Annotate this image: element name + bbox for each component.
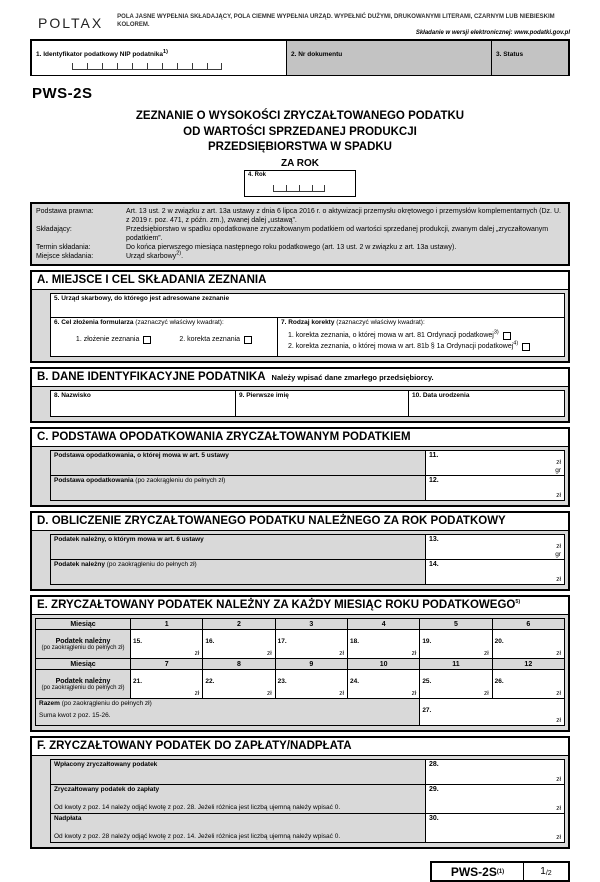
top-notes bbox=[117, 13, 570, 36]
monthly-tax-row-1: Podatek należny (po zaokrągleniu do pełnych zł) 15. zł 16. zł 17. zł 18. zł 19. zł 20. zł bbox=[36, 630, 565, 659]
form-title-line1: ZEZNANIE O WYSOKOŚCI ZRYCZAŁTOWANEGO PODATKU bbox=[135, 110, 465, 123]
legal-row-skladajacy: Składający: Przedsiębiorstwo w spadku opodatkowane zryczałtowanym podatkiem od wartości sprzedanej produkcji, zwanym dalej „zryczałtowanym podatkiem”. bbox=[36, 225, 549, 243]
section-d bbox=[30, 511, 570, 591]
zl-unit: zł bbox=[556, 833, 561, 841]
header-fields bbox=[30, 39, 570, 76]
field-22-amount-cell[interactable]: 22. zł bbox=[203, 670, 275, 699]
section-e-title: E. ZRYCZAŁTOWANY PODATEK NALEŻNY ZA KAŻDY MIESIĄC ROKU PODATKOWEGO$^{5)}$ bbox=[32, 597, 568, 615]
footer-form-code: PWS-2S (1) bbox=[432, 863, 524, 880]
field29-row-label: Zryczałtowany podatek do zapłaty Od kwoty z poz. 14 należy odjąć kwotę z poz. 28. Jeżeli różnica jest liczbą ujemną należy wpisać 0. bbox=[50, 784, 426, 814]
field30-row-label: Nadpłata Od kwoty z poz. 28 należy odjąć kwotę z poz. 14. Jeżeli różnica jest liczbą ujemną należy wpisać 0. bbox=[50, 813, 426, 843]
section-d-title: D. OBLICZENIE ZRYCZAŁTOWANEGO PODATKU NALEŻNEGO ZA ROK PODATKOWY bbox=[32, 513, 568, 531]
zl-unit: zł bbox=[556, 804, 561, 812]
urzad-skarbowy-input[interactable] bbox=[50, 293, 565, 318]
monthly-tax-row-2: Podatek należny (po zaokrągleniu do pełnych zł) 21. zł 22. zł 23. zł 24. zł 25. zł 26. zł bbox=[36, 670, 565, 699]
nip-input-comb[interactable] bbox=[72, 63, 222, 70]
form-title bbox=[30, 109, 570, 156]
legal-info-box bbox=[30, 202, 570, 267]
field-24-amount-cell[interactable]: 24. zł bbox=[347, 670, 419, 699]
field7-label: 7. Rodzaj korekty (zaznaczyć właściwy kwadrat): bbox=[281, 319, 425, 327]
field-11-amount-cell[interactable]: 11. zł gr bbox=[425, 450, 565, 476]
za-rok-label: ZA ROK bbox=[281, 157, 319, 169]
document-number-field bbox=[287, 41, 492, 75]
status-label: 3. Status bbox=[496, 51, 524, 59]
field-19-amount-cell[interactable]: 19. zł bbox=[420, 630, 492, 659]
zl-unit: zł bbox=[556, 542, 561, 550]
section-e bbox=[30, 595, 570, 732]
form-title-line2: OD WARTOŚCI SPRZEDANEJ PRODUKCJI bbox=[183, 125, 417, 138]
form-code: PWS-2S bbox=[32, 85, 93, 103]
gr-unit: gr bbox=[555, 466, 561, 474]
field-13-amount-cell[interactable]: 13. zł gr bbox=[425, 534, 565, 560]
field-26-amount-cell[interactable]: 26. zł bbox=[492, 670, 564, 699]
section-b bbox=[30, 367, 570, 423]
field11-row-label: Podstawa opodatkowania, o której mowa w art. 5 ustawy bbox=[50, 450, 426, 476]
top-bar bbox=[30, 13, 570, 36]
checkbox-korekta-zeznania[interactable] bbox=[244, 336, 252, 344]
urzad-footnote: 2) bbox=[176, 250, 182, 257]
year-field[interactable] bbox=[244, 170, 356, 197]
field-12-amount-cell[interactable]: 12. zł bbox=[425, 475, 565, 501]
gr-unit: gr bbox=[555, 550, 561, 558]
section-c bbox=[30, 427, 570, 507]
footer-form-version: (1) bbox=[496, 868, 505, 875]
month-header-row-2: Miesiąc 7 8 9 10 11 12 bbox=[36, 659, 565, 670]
razem-row: Razem (po zaokrągleniu do pełnych zł) Suma kwot z poz. 15-26. 27. zł bbox=[36, 699, 565, 726]
nip-label: 1. Identyfikator podatkowy NIP podatnika$^{1)}$ bbox=[36, 49, 168, 59]
legal-row-termin: Termin składania: Do końca pierwszego miesiąca następnego roku podatkowego (art. 13 ust. 2 w związku z art. 13a ustawy). bbox=[36, 244, 457, 252]
field-15-amount-cell[interactable]: 15. zł bbox=[131, 630, 203, 659]
nazwisko-input[interactable] bbox=[50, 390, 236, 417]
status-field bbox=[492, 41, 568, 75]
section-c-title: C. PODSTAWA OPODATKOWANIA ZRYCZAŁTOWANYM PODATKIEM bbox=[32, 429, 568, 447]
zl-unit: zł bbox=[556, 575, 561, 583]
form-title-line3: PRZEDSIĘBIORSTWA W SPADKU bbox=[207, 141, 392, 154]
field8-label: 8. Nazwisko bbox=[54, 392, 91, 400]
legal-row-podstawa: Podstawa prawna: Art. 13 ust. 2 w związku z art. 13a ustawy z dnia 6 lipca 2016 r. o aktywizacji przemysłu okrętowego i przemysłów komplementarnych (Dz. U. z 2019 r. poz. 471, z późn. zm.), zwanej dalej „ustawą”. bbox=[36, 207, 561, 224]
rodzaj-korekty-field bbox=[277, 317, 565, 357]
checkbox-zlozenie-zeznania[interactable] bbox=[143, 336, 151, 344]
year-input-comb[interactable] bbox=[273, 185, 325, 192]
field-18-amount-cell[interactable]: 18. zł bbox=[347, 630, 419, 659]
field-21-amount-cell[interactable]: 21. zł bbox=[131, 670, 203, 699]
field9-label: 9. Pierwsze imię bbox=[239, 392, 289, 400]
korekta1-footnote: 3) bbox=[493, 329, 499, 336]
footer-page-indicator: 1 /2 bbox=[540, 866, 552, 878]
field-17-amount-cell[interactable]: 17. zł bbox=[275, 630, 347, 659]
option-korekta-art81b: 2. korekta zeznania, o której mowa w art. 81b § 1a Ordynacji podatkowej$^{4)}$ bbox=[288, 343, 564, 351]
year-label: 4. Rok bbox=[248, 171, 267, 178]
field13-row-label: Podatek należny, o którym mowa w art. 6 ustawy bbox=[50, 534, 426, 560]
option-korekta-zeznania: 2. korekta zeznania bbox=[179, 336, 252, 344]
field-29-amount-cell[interactable]: 29. zł bbox=[425, 784, 565, 814]
section-b-note: Należy wpisać dane zmarłego przedsiębiorcy. bbox=[271, 373, 434, 383]
section-b-title: B. DANE IDENTYFIKACYJNE PODATNIKA Należy wpisać dane zmarłego przedsiębiorcy. bbox=[32, 369, 568, 387]
option-zlozenie-zeznania: 1. złożenie zeznania bbox=[76, 336, 151, 344]
korekta2-footnote: 4) bbox=[513, 340, 519, 347]
section-a-title: A. MIEJSCE I CEL SKŁADANIA ZEZNANIA bbox=[32, 272, 568, 290]
data-urodzenia-input[interactable] bbox=[408, 390, 565, 417]
legal-row-miejsce: Miejsce składania: Urząd skarbowy$^{2)}$. bbox=[36, 250, 184, 261]
field6-label: 6. Cel złożenia formularza (zaznaczyć właściwy kwadrat): bbox=[54, 319, 224, 327]
monthly-tax-table bbox=[35, 618, 565, 726]
option-korekta-art81: 1. korekta zeznania, o której mowa w art. 81 Ordynacji podatkowej$^{3)}$ bbox=[288, 332, 564, 340]
field-27-amount-cell[interactable]: 27. zł bbox=[420, 699, 565, 726]
checkbox-korekta-art81b[interactable] bbox=[522, 343, 530, 351]
field14-row-label: Podatek należny (po zaokrągleniu do pełnych zł) bbox=[50, 559, 426, 585]
field-28-amount-cell[interactable]: 28. zł bbox=[425, 759, 565, 785]
fill-instructions: POLA JASNE WYPEŁNIA SKŁADAJĄCY, POLA CIEMNE WYPEŁNIA URZĄD. WYPEŁNIĆ DUŻYMI, DRUKOWANYMI LITERAMI, CZARNYM LUB NIEBIESKIM KOLOREM. bbox=[117, 14, 555, 29]
document-number-label: 2. Nr dokumentu bbox=[291, 51, 343, 59]
field-23-amount-cell[interactable]: 23. zł bbox=[275, 670, 347, 699]
pierwsze-imie-input[interactable] bbox=[235, 390, 409, 417]
field5-label: 5. Urząd skarbowy, do którego jest adresowane zeznanie bbox=[54, 295, 230, 303]
field10-label: 10. Data urodzenia bbox=[412, 392, 470, 400]
section-e-footnote: 5) bbox=[515, 599, 521, 606]
field-25-amount-cell[interactable]: 25. zł bbox=[420, 670, 492, 699]
field-14-amount-cell[interactable]: 14. zł bbox=[425, 559, 565, 585]
field28-row-label: Wpłacony zryczałtowany podatek bbox=[50, 759, 426, 785]
poltax-logo: POLTAX bbox=[38, 15, 104, 31]
month-header-row-1: Miesiąc 1 2 3 4 5 6 bbox=[36, 619, 565, 630]
field-30-amount-cell[interactable]: 30. zł bbox=[425, 813, 565, 843]
nip-field[interactable] bbox=[32, 41, 287, 75]
field-20-amount-cell[interactable]: 20. zł bbox=[492, 630, 564, 659]
zl-unit: zł bbox=[556, 458, 561, 466]
efiling-note: Składanie w wersji elektronicznej: www.podatki.gov.pl bbox=[415, 30, 570, 37]
field-16-amount-cell[interactable]: 16. zł bbox=[203, 630, 275, 659]
section-f bbox=[30, 736, 570, 849]
zl-unit: zł bbox=[556, 775, 561, 783]
field12-row-label: Podstawa opodatkowania (po zaokrągleniu do pełnych zł) bbox=[50, 475, 426, 501]
nip-footnote: 1) bbox=[163, 49, 168, 56]
footer bbox=[30, 861, 570, 882]
cel-zlozenia-field bbox=[50, 317, 278, 357]
section-a bbox=[30, 270, 570, 363]
checkbox-korekta-art81[interactable] bbox=[503, 332, 511, 340]
zl-unit: zł bbox=[556, 491, 561, 499]
footer-box bbox=[430, 861, 570, 882]
section-f-title: F. ZRYCZAŁTOWANY PODATEK DO ZAPŁATY/NADPŁATA bbox=[32, 738, 568, 756]
